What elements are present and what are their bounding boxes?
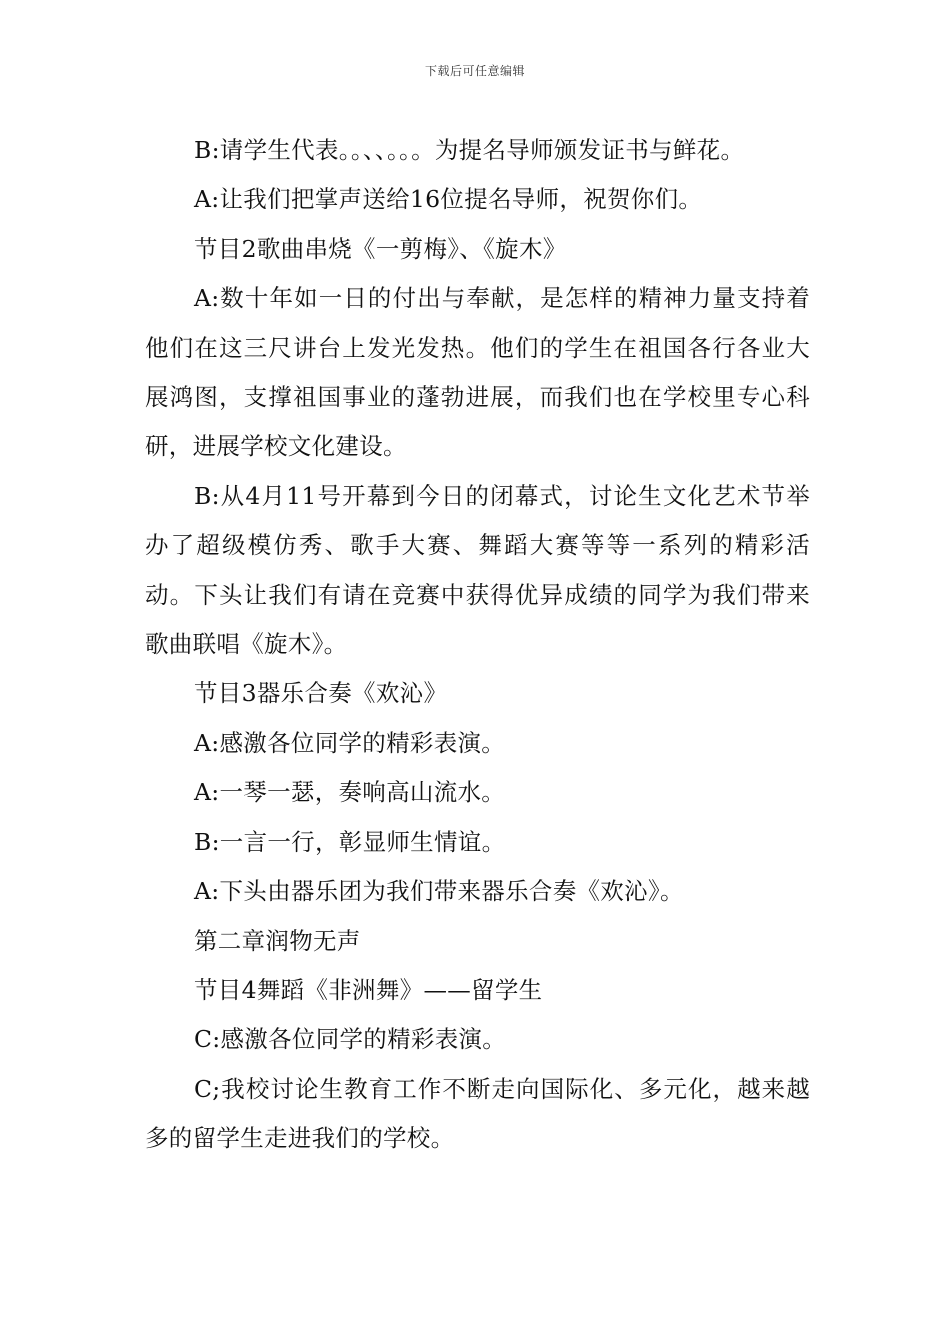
paragraph: A:让我们把掌声送给16位提名导师，祝贺你们。 bbox=[194, 185, 703, 214]
paragraph: A:感激各位同学的精彩表演。 bbox=[194, 728, 506, 757]
page-header: 下载后可任意编辑 bbox=[424, 64, 525, 78]
paragraph: C;我校讨论生教育工作不断走向国际化、多元化，越来越多的留学生走进我们的学校。 bbox=[145, 1074, 810, 1153]
paragraph: B:请学生代表。。、、。。。为提名导师颁发证书与鲜花。 bbox=[194, 136, 745, 164]
paragraph: C:感激各位同学的精彩表演。 bbox=[194, 1025, 507, 1054]
program-heading: 节目4舞蹈《非洲舞》——留学生 bbox=[194, 975, 543, 1004]
paragraph: A:下头由器乐团为我们带来器乐合奏《欢沁》。 bbox=[194, 877, 684, 906]
program-heading: 节目3器乐合奏《欢沁》 bbox=[194, 679, 448, 708]
paragraph: B:从4月11号开幕到今日的闭幕式，讨论生文化艺术节举办了超级模仿秀、歌手大赛、舞蹈大赛等等一系列的精彩活动。下头让我们有请在竞赛中获得优异成绩的同学为我们带来歌曲联唱《旋木》。 bbox=[145, 481, 810, 659]
document-body bbox=[145, 126, 810, 1164]
paragraph: A:一琴一瑟，奏响高山流水。 bbox=[194, 778, 506, 807]
paragraph: A:数十年如一日的付出与奉献，是怎样的精神力量支持着他们在这三尺讲台上发光发热。他们的学生在祖国各行各业大展鸿图，支撑祖国事业的蓬勃进展，而我们也在学校里专心科研，进展学校文化建设。 bbox=[145, 284, 810, 461]
paragraph: B:一言一行，彰显师生情谊。 bbox=[194, 827, 506, 856]
chapter-heading: 第二章润物无声 bbox=[194, 926, 361, 955]
program-heading: 节目2歌曲串烧《一剪梅》、《旋木》 bbox=[194, 234, 567, 263]
